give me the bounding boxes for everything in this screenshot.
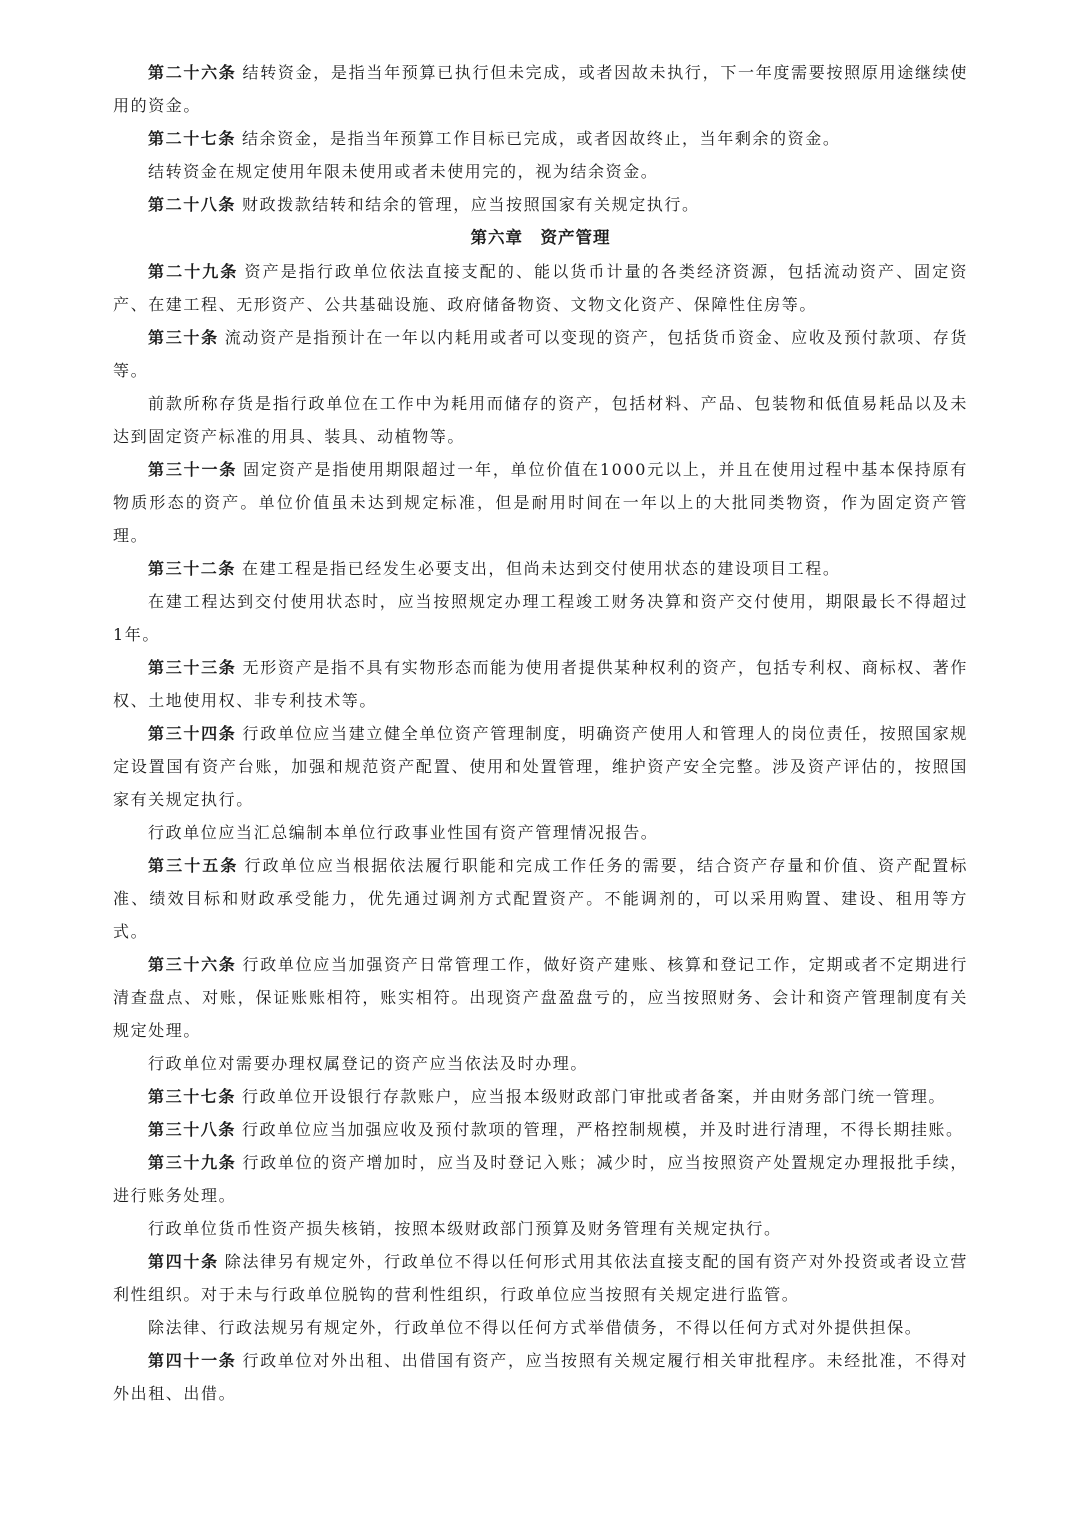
paragraph: 行政单位货币性资产损失核销，按照本级财政部门预算及财务管理有关规定执行。 bbox=[148, 1219, 782, 1238]
article-number: 第四十一条 bbox=[148, 1351, 237, 1370]
article-number: 第三十二条 bbox=[148, 559, 237, 578]
article-number: 第三十七条 bbox=[148, 1087, 237, 1106]
article-text: 行政单位开设银行存款账户，应当报本级财政部门审批或者备案，并由财务部门统一管理。 bbox=[242, 1087, 947, 1106]
article-text: 行政单位应当建立健全单位资产管理制度，明确资产使用人和管理人的岗位责任，按照国家规定设置国有资产台账，加强和规范资产配置、使用和处置管理，维护资产安全完整。涉及资产评估的，按照国家有关规定执行。 bbox=[113, 724, 968, 809]
article-31 bbox=[113, 453, 968, 552]
article-text: 在建工程是指已经发生必要支出，但尚未达到交付使用状态的建设项目工程。 bbox=[242, 559, 841, 578]
chapter-heading: 第六章 资产管理 bbox=[470, 228, 611, 247]
article-number: 第三十三条 bbox=[148, 658, 237, 677]
article-number: 第三十一条 bbox=[148, 460, 238, 479]
article-text: 结转资金，是指当年预算已执行但未完成，或者因故未执行，下一年度需要按照原用途继续使用的资金。 bbox=[113, 63, 968, 115]
article-text: 固定资产是指使用期限超过一年，单位价值在1000元以上，并且在使用过程中基本保持原有物质形态的资产。单位价值虽未达到规定标准，但是耐用时间在一年以上的大批同类物资，作为固定资产管理。 bbox=[113, 460, 968, 545]
paragraph: 在建工程达到交付使用状态时，应当按照规定办理工程竣工财务决算和资产交付使用，期限最长不得超过1年。 bbox=[113, 592, 968, 644]
article-number: 第三十九条 bbox=[148, 1153, 237, 1172]
article-36 bbox=[113, 948, 968, 1047]
article-text: 行政单位的资产增加时，应当及时登记入账；减少时，应当按照资产处置规定办理报批手续，进行账务处理。 bbox=[113, 1153, 968, 1205]
article-text: 行政单位应当根据依法履行职能和完成工作任务的需要，结合资产存量和价值、资产配置标准、绩效目标和财政承受能力，优先通过调剂方式配置资产。不能调剂的，可以采用购置、建设、租用等方式。 bbox=[113, 856, 968, 941]
article-number: 第四十条 bbox=[148, 1252, 219, 1271]
article-text: 无形资产是指不具有实物形态而能为使用者提供某种权利的资产，包括专利权、商标权、著作权、土地使用权、非专利技术等。 bbox=[113, 658, 968, 710]
article-27 bbox=[113, 122, 968, 155]
article-29 bbox=[113, 255, 968, 321]
article-32 bbox=[113, 552, 968, 585]
paragraph: 除法律、行政法规另有规定外，行政单位不得以任何方式举借债务，不得以任何方式对外提供担保。 bbox=[148, 1318, 923, 1337]
article-text: 行政单位应当加强应收及预付款项的管理，严格控制规模，并及时进行清理，不得长期挂账。 bbox=[242, 1120, 964, 1139]
article-number: 第三十四条 bbox=[148, 724, 237, 743]
article-text: 除法律另有规定外，行政单位不得以任何形式用其依法直接支配的国有资产对外投资或者设立营利性组织。对于未与行政单位脱钩的营利性组织，行政单位应当按照有关规定进行监管。 bbox=[113, 1252, 968, 1304]
document-page bbox=[113, 56, 968, 1410]
article-text: 结余资金，是指当年预算工作目标已完成，或者因故终止，当年剩余的资金。 bbox=[242, 129, 841, 148]
paragraph: 行政单位应当汇总编制本单位行政事业性国有资产管理情况报告。 bbox=[148, 823, 659, 842]
paragraph: 前款所称存货是指行政单位在工作中为耗用而储存的资产，包括材料、产品、包装物和低值易耗品以及未达到固定资产标准的用具、装具、动植物等。 bbox=[113, 394, 968, 446]
article-text: 资产是指行政单位依法直接支配的、能以货币计量的各类经济资源，包括流动资产、固定资产、在建工程、无形资产、公共基础设施、政府储备物资、文物文化资产、保障性住房等。 bbox=[113, 262, 968, 314]
article-41 bbox=[113, 1344, 968, 1410]
article-34 bbox=[113, 717, 968, 816]
article-number: 第三十六条 bbox=[148, 955, 237, 974]
article-text: 流动资产是指预计在一年以内耗用或者可以变现的资产，包括货币资金、应收及预付款项、存货等。 bbox=[113, 328, 968, 380]
article-number: 第二十九条 bbox=[148, 262, 239, 281]
article-28 bbox=[113, 188, 968, 221]
article-number: 第二十八条 bbox=[148, 195, 237, 214]
article-30 bbox=[113, 321, 968, 387]
article-38 bbox=[113, 1113, 968, 1146]
article-text: 财政拨款结转和结余的管理，应当按照国家有关规定执行。 bbox=[242, 195, 700, 214]
article-number: 第二十六条 bbox=[148, 63, 237, 82]
article-text: 行政单位应当加强资产日常管理工作，做好资产建账、核算和登记工作，定期或者不定期进行清查盘点、对账，保证账账相符，账实相符。出现资产盘盈盘亏的，应当按照财务、会计和资产管理制度有关规定处理。 bbox=[113, 955, 968, 1040]
paragraph: 行政单位对需要办理权属登记的资产应当依法及时办理。 bbox=[148, 1054, 589, 1073]
paragraph: 结转资金在规定使用年限未使用或者未使用完的，视为结余资金。 bbox=[148, 162, 659, 181]
article-39 bbox=[113, 1146, 968, 1212]
article-40 bbox=[113, 1245, 968, 1311]
article-number: 第三十八条 bbox=[148, 1120, 237, 1139]
article-33 bbox=[113, 651, 968, 717]
article-26 bbox=[113, 56, 968, 122]
article-37 bbox=[113, 1080, 968, 1113]
article-number: 第二十七条 bbox=[148, 129, 237, 148]
article-35 bbox=[113, 849, 968, 948]
article-number: 第三十条 bbox=[148, 328, 219, 347]
article-number: 第三十五条 bbox=[148, 856, 239, 875]
article-text: 行政单位对外出租、出借国有资产，应当按照有关规定履行相关审批程序。未经批准，不得对外出租、出借。 bbox=[113, 1351, 968, 1403]
